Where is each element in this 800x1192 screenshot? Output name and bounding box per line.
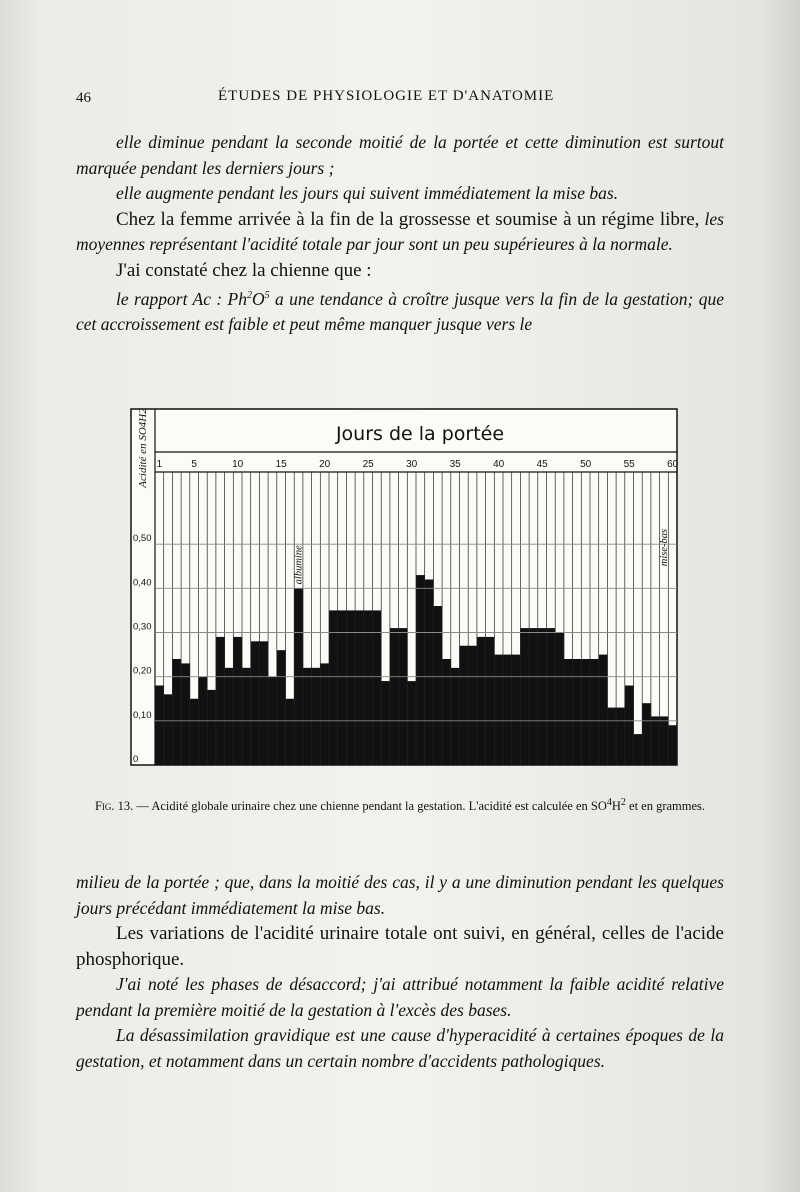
figure-13-chart (130, 408, 682, 768)
bar (616, 708, 625, 765)
x-tick-label: 5 (191, 459, 197, 470)
bar (390, 628, 399, 765)
bar (668, 725, 677, 765)
paragraph-italic: les moyennes représentant l'acidité totale par jour sont un peu supérieures à la normale. (76, 208, 724, 254)
bar (338, 610, 347, 765)
y-tick-label: 0 (133, 754, 139, 765)
bar (599, 655, 608, 765)
caption-text-c: et en grammes. (625, 799, 706, 814)
ratio-sup: 2 (247, 290, 252, 301)
bar (642, 703, 651, 765)
x-tick-label: 10 (232, 459, 244, 470)
page-number: 46 (76, 90, 91, 106)
bar (190, 699, 199, 765)
y-tick-label: 0,20 (133, 665, 152, 677)
running-title: ÉTUDES DE PHYSIOLOGIE ET D'ANATOMIE (218, 88, 555, 104)
bar (590, 659, 599, 765)
bar (233, 637, 242, 765)
annotation-label: mise-bas (658, 528, 670, 567)
paragraph: milieu de la portée ; que, dans la moitié des cas, il y a une diminution pendant les quelques jours précédant immédiatement la mise bas. (76, 872, 724, 918)
bar (494, 655, 503, 765)
bar (581, 659, 590, 765)
bar (259, 641, 268, 765)
top-text-block (76, 130, 724, 338)
bar (172, 659, 181, 765)
bar (164, 694, 173, 765)
bar (503, 655, 512, 765)
bar (312, 668, 321, 765)
paragraph: elle augmente pendant les jours qui suivent immédiatement la mise bas. (116, 183, 619, 203)
bar (399, 628, 408, 765)
ratio-sup: 5 (264, 290, 270, 301)
bar (416, 575, 425, 765)
bar (660, 716, 669, 765)
x-tick-label: 25 (362, 459, 374, 470)
x-tick-label: 45 (536, 459, 548, 470)
x-tick-label: 30 (406, 459, 418, 470)
bar (555, 633, 564, 766)
bar (277, 650, 286, 765)
bar (286, 699, 295, 765)
bar (381, 681, 390, 765)
bar (155, 686, 164, 766)
figure-label: Fig. 13. (94, 799, 134, 814)
x-tick-label: 35 (449, 459, 461, 470)
paragraph: J'ai noté les phases de désaccord; j'ai attribué notamment la faible acidité relative pendant la première moitié de la gestation à l'excès des bases. (76, 974, 724, 1020)
bar (468, 646, 477, 765)
bar (451, 668, 460, 765)
y-tick-label: 0,40 (133, 577, 152, 589)
bar (625, 686, 634, 766)
bar (329, 610, 338, 765)
caption-sup: 2 (620, 797, 626, 808)
y-tick-label: 0,10 (133, 709, 152, 721)
paragraph-roman: Chez la femme arrivée à la fin de la grossesse et soumise à un régime libre, (116, 208, 700, 230)
ratio-text-c: a une tendance à croître jusque vers la fin de la gestation; que cet accroissement est faible et peut même manquer jusque vers le (76, 288, 724, 335)
x-tick-label: 1 (156, 459, 163, 470)
caption-text-a: — Acidité globale urinaire chez une chienne pendant la gestation. L'acidité est calculée en SO (133, 799, 607, 814)
x-tick-label: 15 (275, 459, 287, 470)
x-tick-label: 40 (493, 459, 505, 470)
paragraph: Les variations de l'acidité urinaire totale ont suivi, en général, celles de l'acide phosphorique. (76, 923, 724, 970)
paragraph: La désassimilation gravidique est une cause d'hyperacidité à certaines époques de la gestation, et notamment dans un certain nombre d'accidents pathologiques. (76, 1025, 724, 1071)
bar (607, 708, 616, 765)
y-tick-label: 0,30 (133, 621, 152, 633)
paragraph (76, 207, 724, 258)
bar (520, 628, 529, 765)
paragraph (76, 283, 724, 338)
bar (216, 637, 225, 765)
bar (538, 628, 547, 765)
x-tick-label: 50 (580, 459, 592, 470)
annotation-label: albumine (293, 545, 305, 585)
bottom-text-block (76, 870, 724, 1074)
bar (181, 663, 190, 765)
caption-text-b: H (611, 799, 621, 814)
bar (425, 580, 434, 766)
paragraph: J'ai constaté chez la chienne que : (116, 259, 372, 281)
paragraph: elle diminue pendant la seconde moitié de la portée et cette diminution est surtout marquée pendant les derniers jours ; (76, 132, 724, 178)
bar (225, 668, 234, 765)
bar (564, 659, 573, 765)
bar (547, 628, 556, 765)
ratio-text-b: O (252, 288, 265, 309)
bar (355, 610, 364, 765)
page-header (0, 90, 800, 114)
x-tick-label: 20 (319, 459, 331, 470)
bar (364, 610, 373, 765)
bar (651, 716, 660, 765)
y-axis-label: Acidité en SO4H2 (137, 408, 149, 488)
bar (373, 610, 382, 765)
bar (433, 606, 442, 765)
x-tick-label: 55 (623, 459, 635, 470)
figure-caption (76, 794, 724, 815)
caption-sup: 4 (606, 797, 612, 808)
bar (346, 610, 355, 765)
bar (320, 663, 329, 765)
bar (251, 641, 260, 765)
ratio-text-a: le rapport Ac : Ph (116, 288, 247, 309)
bar (303, 668, 312, 765)
bar (573, 659, 582, 765)
x-tick-label: 60 (667, 459, 679, 470)
bar (477, 637, 486, 765)
bar (486, 637, 495, 765)
bar (242, 668, 251, 765)
bar (634, 734, 643, 765)
bar (207, 690, 216, 765)
bar (529, 628, 538, 765)
y-tick-label: 0,50 (133, 533, 152, 545)
chart-svg (130, 408, 682, 768)
bar (512, 655, 521, 765)
bar (460, 646, 469, 765)
bar (442, 659, 451, 765)
chart-title: Jours de la portée (335, 423, 505, 445)
bar (407, 681, 416, 765)
